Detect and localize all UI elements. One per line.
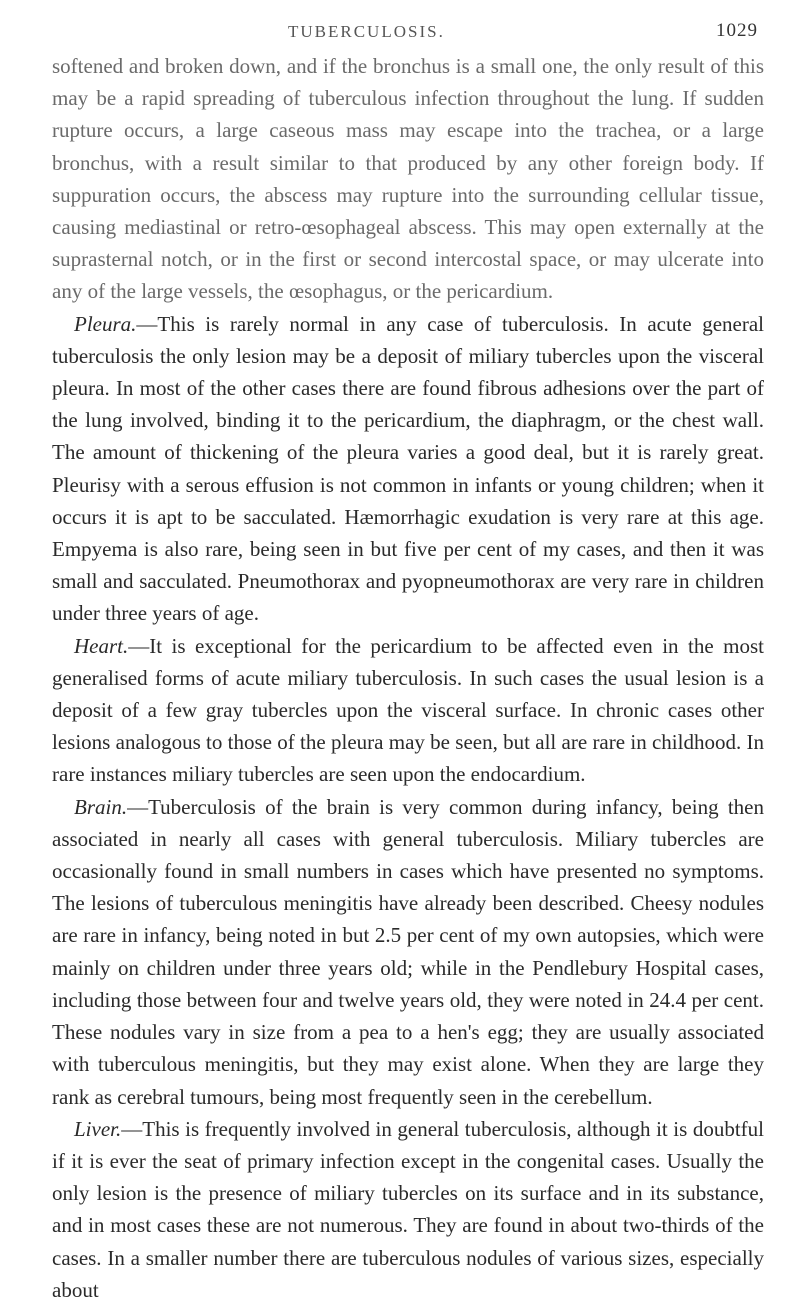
section-heading-pleura: Pleura.: [74, 311, 137, 336]
running-title: TUBERCULOSIS.: [288, 22, 445, 41]
section-heading-heart: Heart.: [74, 633, 129, 658]
body-text: [52, 50, 764, 1306]
page-number: 1029: [716, 20, 758, 41]
book-page: [52, 14, 764, 1306]
paragraph-brain: [52, 791, 764, 1113]
paragraph-text: softened and broken down, and if the bronchus is a small one, the only result of this may be a rapid spreading of tuberculous infection throughout the lung. If sudden rupture occurs, a large caseous mass may escape into the trachea, or a large bronchus, with a result similar to that produced by any other foreign body. If suppuration occurs, the abscess may rupture into the surrounding cellular tissue, causing mediastinal or retro-œsophageal abscess. This may open externally at the suprasternal notch, or in the first or second intercostal space, or may ulcerate into any of the large vessels, the œsophagus, or the pericardium.: [52, 54, 764, 304]
paragraph-pleura: [52, 308, 764, 630]
paragraph-text: —Tuberculosis of the brain is very common during infancy, being then associated in nearly all cases with general tuberculosis. Miliary tubercles are occasionally found in small numbers in cases which have presented no symptoms. The lesions of tuberculous meningitis have already been described. Cheesy nodules are rare in infancy, being noted in but 2.5 per cent of my own autopsies, which were mainly on children under three years old; while in the Pendlebury Hospital cases, including those between four and twelve years old, they were noted in 24.4 per cent. These nodules vary in size from a pea to a hen's egg; they are usually associated with tuberculous meningitis, but they may exist alone. When they are large they rank as cerebral tumours, being most frequently seen in the cerebellum.: [52, 794, 764, 1109]
paragraph-heart: [52, 630, 764, 791]
paragraph-liver: [52, 1113, 764, 1306]
paragraph-text: —This is frequently involved in general tuberculosis, although it is doubtful if it is ever the seat of primary infection except in the congenital cases. Usually the only lesion is the presence of miliary tubercles on its surface and in its substance, and in most cases these are not numerous. They are found in about two-thirds of the cases. In a smaller number there are tuberculous nodules of various sizes, especially about: [52, 1116, 764, 1302]
paragraph-text: —It is exceptional for the pericardium to be affected even in the most generalised forms of acute miliary tuberculosis. In such cases the usual lesion is a deposit of a few gray tubercles upon the visceral surface. In chronic cases other lesions analogous to those of the pleura may be seen, but all are rare in childhood. In rare instances miliary tubercles are seen upon the endocardium.: [52, 633, 764, 787]
section-heading-brain: Brain.: [74, 794, 128, 819]
paragraph-text: —This is rarely normal in any case of tuberculosis. In acute general tuberculosis the only lesion may be a deposit of miliary tubercles upon the visceral pleura. In most of the other cases there are found fibrous adhesions over the part of the lung involved, binding it to the pericardium, the diaphragm, or the chest wall. The amount of thickening of the pleura varies a good deal, but it is rarely great. Pleurisy with a serous effusion is not common in infants or young children; when it occurs it is apt to be sacculated. Hæmorrhagic exudation is very rare at this age. Empyema is also rare, being seen in but five per cent of my cases, and then it was small and sacculated. Pneumothorax and pyopneumothorax are very rare in children under three years of age.: [52, 311, 764, 626]
running-head: [52, 14, 764, 50]
section-heading-liver: Liver.: [74, 1116, 122, 1141]
paragraph-continuation: [52, 50, 764, 308]
